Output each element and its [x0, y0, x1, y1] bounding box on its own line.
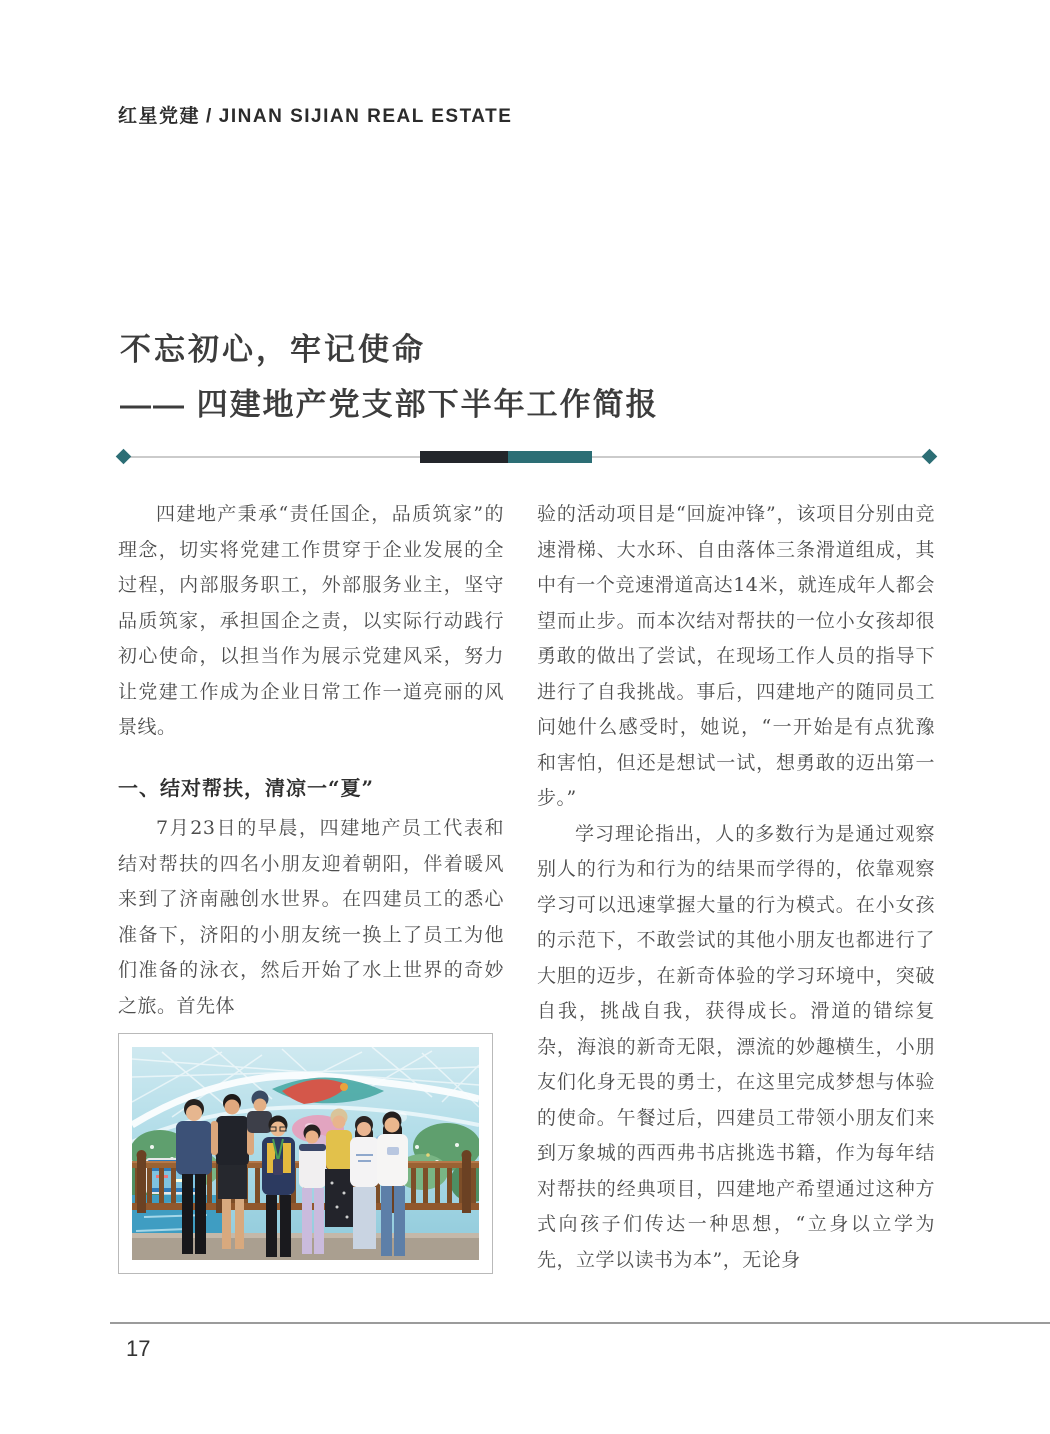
- divider-bar-dark: [420, 451, 508, 463]
- right-paragraph-1: 验的活动项目是“回旋冲锋”，该项目分别由竞速滑梯、大水环、自由落体三条滑道组成，其中有一个竞速滑道高达14米，就连成年人都会望而止步。而本次结对帮扶的一位小女孩却很勇敢的做出了尝试，在现场工作人员的指导下进行了自我挑战。事后，四建地产的随同员工问她什么感受时，她说，“一开始是有点犹豫和害怕，但还是想试一试，想勇敢的迈出第一步。”: [537, 503, 935, 809]
- right-column: [537, 497, 935, 1278]
- divider-bar-teal: [508, 451, 592, 463]
- header-separator: /: [206, 106, 213, 127]
- header-brand-en: JINAN SIJIAN REAL ESTATE: [218, 106, 513, 127]
- group-photo-frame: [118, 1033, 493, 1274]
- page-number: 17: [126, 1336, 151, 1361]
- group-photo-image: [132, 1047, 479, 1260]
- article-subtitle: —— 四建地产党支部下半年工作简报: [120, 387, 659, 422]
- page-header: [118, 101, 512, 128]
- header-brand-cn: 红星党建: [118, 106, 201, 127]
- left-paragraph-2: 7月23日的早晨，四建地产员工代表和结对帮扶的四名小朋友迎着朝阳，伴着暖风来到了济南融创水世界。在四建员工的悉心准备下，济阳的小朋友统一换上了员工为他们准备的泳衣，然后开始了水上世界的奇妙之旅。首先体: [118, 817, 504, 1017]
- left-paragraph-1: 四建地产秉承“责任国企，品质筑家”的理念，切实将党建工作贯穿于企业发展的全过程，内部服务职工，外部服务业主，坚守品质筑家，承担国企之责，以实际行动践行初心使命，以担当作为展示党建风采，努力让党建工作成为企业日常工作一道亮丽的风景线。: [118, 503, 504, 738]
- divider-diamond-right-icon: [922, 449, 938, 465]
- article-title: 不忘初心，牢记使命: [120, 332, 426, 367]
- footer-rule: [110, 1322, 1050, 1324]
- divider-diamond-left-icon: [116, 449, 132, 465]
- title-divider: [118, 449, 935, 465]
- section-heading-1: 一、结对帮扶，清凉一“夏”: [118, 775, 375, 800]
- left-column: [118, 497, 504, 1274]
- right-paragraph-2: 学习理论指出，人的多数行为是通过观察别人的行为和行为的结果而学得的，依靠观察学习可以迅速掌握大量的行为模式。在小女孩的示范下，不敢尝试的其他小朋友也都进行了大胆的迈步，在新奇体验的学习环境中，突破自我，挑战自我，获得成长。滑道的错综复杂，海浪的新奇无限，漂流的妙趣横生，小朋友们化身无畏的勇士，在这里完成梦想与体验的使命。午餐过后，四建员工带领小朋友们来到万象城的西西弗书店挑选书籍，作为每年结对帮扶的经典项目，四建地产希望通过这种方式向孩子们传达一种思想，“立身以立学为先，立学以读书为本”，无论身: [537, 822, 935, 1271]
